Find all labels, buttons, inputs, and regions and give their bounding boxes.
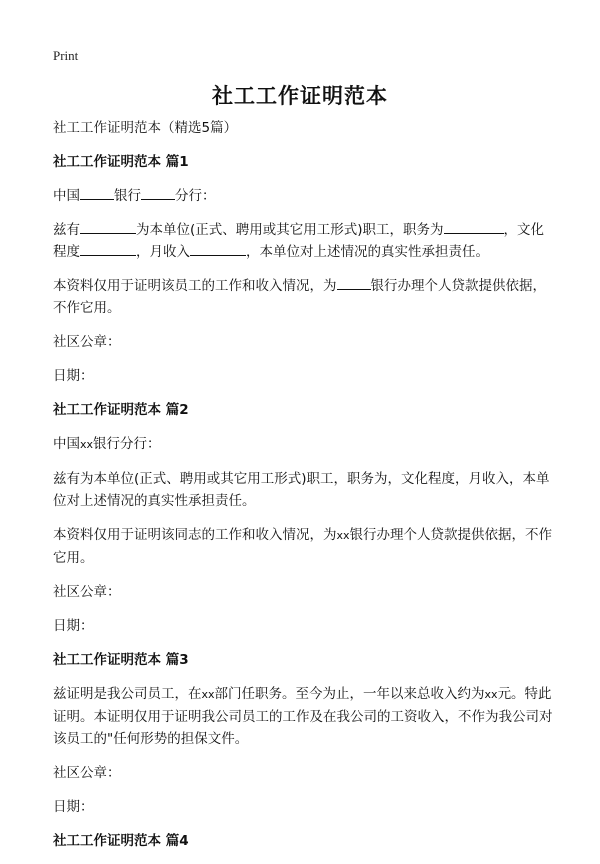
text-fragment: 兹证明是我公司员工，在 [53,686,202,702]
placeholder-xx: xx [336,529,350,542]
blank-line [80,241,136,256]
document-subtitle: 社工工作证明范本（精选5篇） [53,120,238,136]
text-fragment: 元。特此证明。本证明仅用于证明我公司员工的工作及在我公司的工资收入，不作为我公司对该员工的"任何形势的担保文件。 [53,686,553,747]
placeholder-xx: xx [80,438,94,451]
section-heading-1: 社工工作证明范本 篇1 [53,154,189,170]
section-2-usage [53,524,553,569]
text-fragment: 银行 [114,188,141,204]
print-link[interactable]: Print [53,48,79,63]
text-fragment: ，文化程度 [53,222,545,260]
text-fragment: ，月收入 [136,244,190,260]
section-2-seal: 社区公章： [53,584,121,600]
section-heading-3: 社工工作证明范本 篇3 [53,652,189,668]
section-3-date: 日期： [53,799,94,815]
section-1-usage [53,275,553,319]
document-body [53,117,553,864]
section-1-seal: 社区公章： [53,334,121,350]
text-fragment: 本资料仅用于证明该同志的工作和收入情况，为 [53,527,337,543]
text-fragment: 分行： [175,188,216,204]
page-title: 社工工作证明范本 [212,84,388,108]
blank-line [80,185,114,200]
text-fragment: 银行办理个人贷款提供依据，不作它用。 [53,278,546,316]
text-fragment: 兹有 [53,222,80,238]
text-fragment: 本资料仅用于证明该员工的工作和收入情况，为 [53,278,337,294]
blank-line [444,219,504,234]
text-fragment: 为本单位(正式、聘用或其它用工形式)职工，职务为 [136,222,444,238]
text-fragment: 中国 [53,188,80,204]
section-3-seal: 社区公章： [53,765,121,781]
text-fragment: 部门任职务。至今为止，一年以来总收入约为 [214,686,485,702]
section-2-date: 日期： [53,618,94,634]
placeholder-xx: xx [201,688,215,701]
section-2-body: 兹有为本单位(正式、聘用或其它用工形式)职工，职务为，文化程度，月收入，本单位对上述情况的真实性承担责任。 [53,471,550,509]
blank-line [337,275,371,290]
section-2-addressee [53,433,553,456]
blank-line [80,219,136,234]
section-1-date: 日期： [53,368,94,384]
blank-line [141,185,175,200]
blank-line [190,241,246,256]
text-fragment: 中国 [53,436,80,452]
section-3-body [53,683,553,750]
section-heading-4: 社工工作证明范本 篇4 [53,833,189,849]
text-fragment: 银行分行： [93,436,161,452]
section-1-body [53,219,553,263]
text-fragment: ，本单位对上述情况的真实性承担责任。 [246,244,489,260]
section-1-addressee [53,185,553,207]
section-heading-2: 社工工作证明范本 篇2 [53,402,189,418]
text-fragment: 银行办理个人贷款提供依据，不作它用。 [53,527,553,566]
placeholder-xx: xx [484,688,498,701]
